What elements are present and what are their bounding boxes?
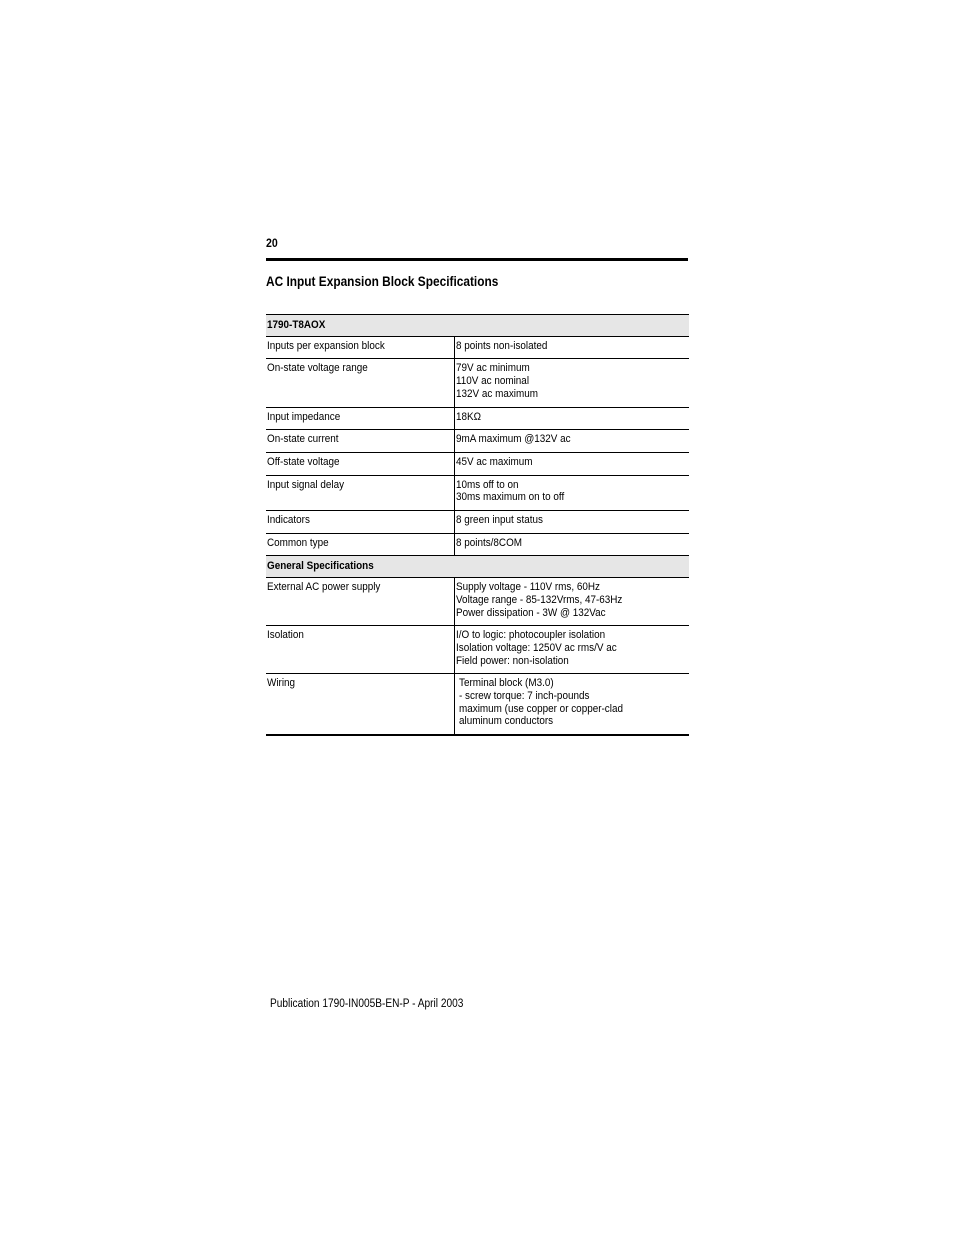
spec-value-text: 30ms maximum on to off (456, 491, 565, 504)
spec-value-line (456, 629, 689, 642)
spec-value-line (456, 642, 689, 655)
page-number: 20 (266, 236, 278, 250)
spec-value-line (456, 340, 689, 353)
spec-value-text: 18KΩ (456, 410, 482, 423)
spec-value-line (456, 537, 689, 550)
spec-row (266, 674, 689, 735)
spec-label-cell (266, 674, 455, 735)
group-header (266, 556, 689, 578)
spec-label: Off-state voltage (267, 455, 340, 468)
spec-value-text: Field power: non-isolation (456, 654, 569, 667)
spec-value-cell (455, 674, 690, 735)
spec-label-cell (266, 511, 455, 534)
spec-value-text: 45V ac maximum (456, 455, 533, 468)
spec-value-text: Voltage range - 85-132Vrms, 47-63Hz (456, 593, 623, 606)
spec-label: Inputs per expansion block (267, 339, 385, 352)
spec-value-line (456, 655, 689, 668)
spec-value-line (456, 388, 689, 401)
spec-value-text: - screw torque: 7 inch-pounds (459, 690, 590, 703)
spec-row (266, 626, 689, 674)
spec-label-cell (266, 578, 455, 626)
publication-footer: Publication 1790-IN005B-EN-P - April 2003 (270, 998, 464, 1010)
spec-label-cell (266, 475, 455, 510)
spec-label: Wiring (267, 677, 296, 690)
spec-label: External AC power supply (267, 581, 381, 594)
spec-value-cell (455, 533, 690, 556)
group-header-row (266, 556, 689, 578)
spec-value-cell (455, 511, 690, 534)
spec-value-cell (455, 407, 690, 430)
spec-label-cell (266, 533, 455, 556)
spec-value-line (456, 594, 689, 607)
spec-value-line (456, 433, 689, 446)
spec-label-cell (266, 430, 455, 453)
spec-value-text: 10ms off to on (456, 478, 519, 491)
spec-value-line (456, 715, 689, 728)
spec-value-cell (455, 578, 690, 626)
spec-value-line (456, 690, 689, 703)
spec-value-cell (455, 359, 690, 407)
spec-label-cell (266, 452, 455, 475)
spec-row (266, 578, 689, 626)
spec-value-text: 110V ac nominal (456, 375, 530, 388)
spec-value-text: aluminum conductors (459, 715, 554, 728)
spec-value-line (456, 677, 689, 690)
group-header-label: General Specifications (267, 560, 374, 573)
spec-value-text: I/O to logic: photocoupler isolation (456, 629, 606, 642)
spec-row (266, 533, 689, 556)
spec-value-line (456, 607, 689, 620)
group-header-label: 1790-T8AOX (267, 319, 326, 331)
spec-value-text: 9mA maximum @132V ac (456, 433, 571, 446)
spec-value-cell (455, 626, 690, 674)
header-rule (266, 258, 688, 261)
spec-table-body (266, 315, 689, 736)
spec-label: Input signal delay (267, 478, 345, 491)
spec-value-cell (455, 430, 690, 453)
spec-value-text: 79V ac minimum (456, 362, 530, 375)
spec-row (266, 452, 689, 475)
spec-value-text: Isolation voltage: 1250V ac rms/V ac (456, 641, 617, 654)
spec-table (266, 314, 689, 736)
spec-value-text: Terminal block (M3.0) (459, 677, 554, 690)
spec-value-text: Supply voltage - 110V rms, 60Hz (456, 581, 600, 594)
spec-value-text: 8 points non-isolated (456, 339, 548, 352)
spec-value-text: maximum (use copper or copper-clad (459, 702, 623, 715)
spec-row (266, 430, 689, 453)
spec-label-cell (266, 336, 455, 359)
spec-value-text: Power dissipation - 3W @ 132Vac (456, 606, 606, 619)
spec-value-cell (455, 452, 690, 475)
spec-value-cell (455, 336, 690, 359)
spec-label-cell (266, 407, 455, 430)
spec-label: Indicators (267, 514, 310, 527)
section-title: AC Input Expansion Block Specifications (266, 274, 499, 289)
spec-value-text: 8 points/8COM (456, 536, 523, 549)
spec-value-line (456, 362, 689, 375)
spec-label: Isolation (267, 629, 304, 642)
spec-label: Input impedance (267, 410, 341, 423)
spec-value-line (456, 491, 689, 504)
group-header-row (266, 315, 689, 337)
spec-label: Common type (267, 536, 329, 549)
spec-label: On-state voltage range (267, 362, 368, 375)
spec-value-text: 8 green input status (456, 514, 543, 527)
spec-row (266, 407, 689, 430)
spec-value-line (456, 375, 689, 388)
spec-row (266, 336, 689, 359)
spec-value-text: 132V ac maximum (456, 387, 538, 400)
spec-value-line (456, 581, 689, 594)
group-header (266, 315, 689, 337)
spec-label: On-state current (267, 433, 339, 446)
spec-row (266, 475, 689, 510)
spec-value-line (456, 703, 689, 716)
spec-label-cell (266, 626, 455, 674)
spec-label-cell (266, 359, 455, 407)
spec-row (266, 511, 689, 534)
spec-row (266, 359, 689, 407)
spec-value-line (456, 456, 689, 469)
spec-value-line (456, 411, 689, 424)
spec-value-line (456, 514, 689, 527)
spec-value-line (456, 479, 689, 492)
spec-value-cell (455, 475, 690, 510)
